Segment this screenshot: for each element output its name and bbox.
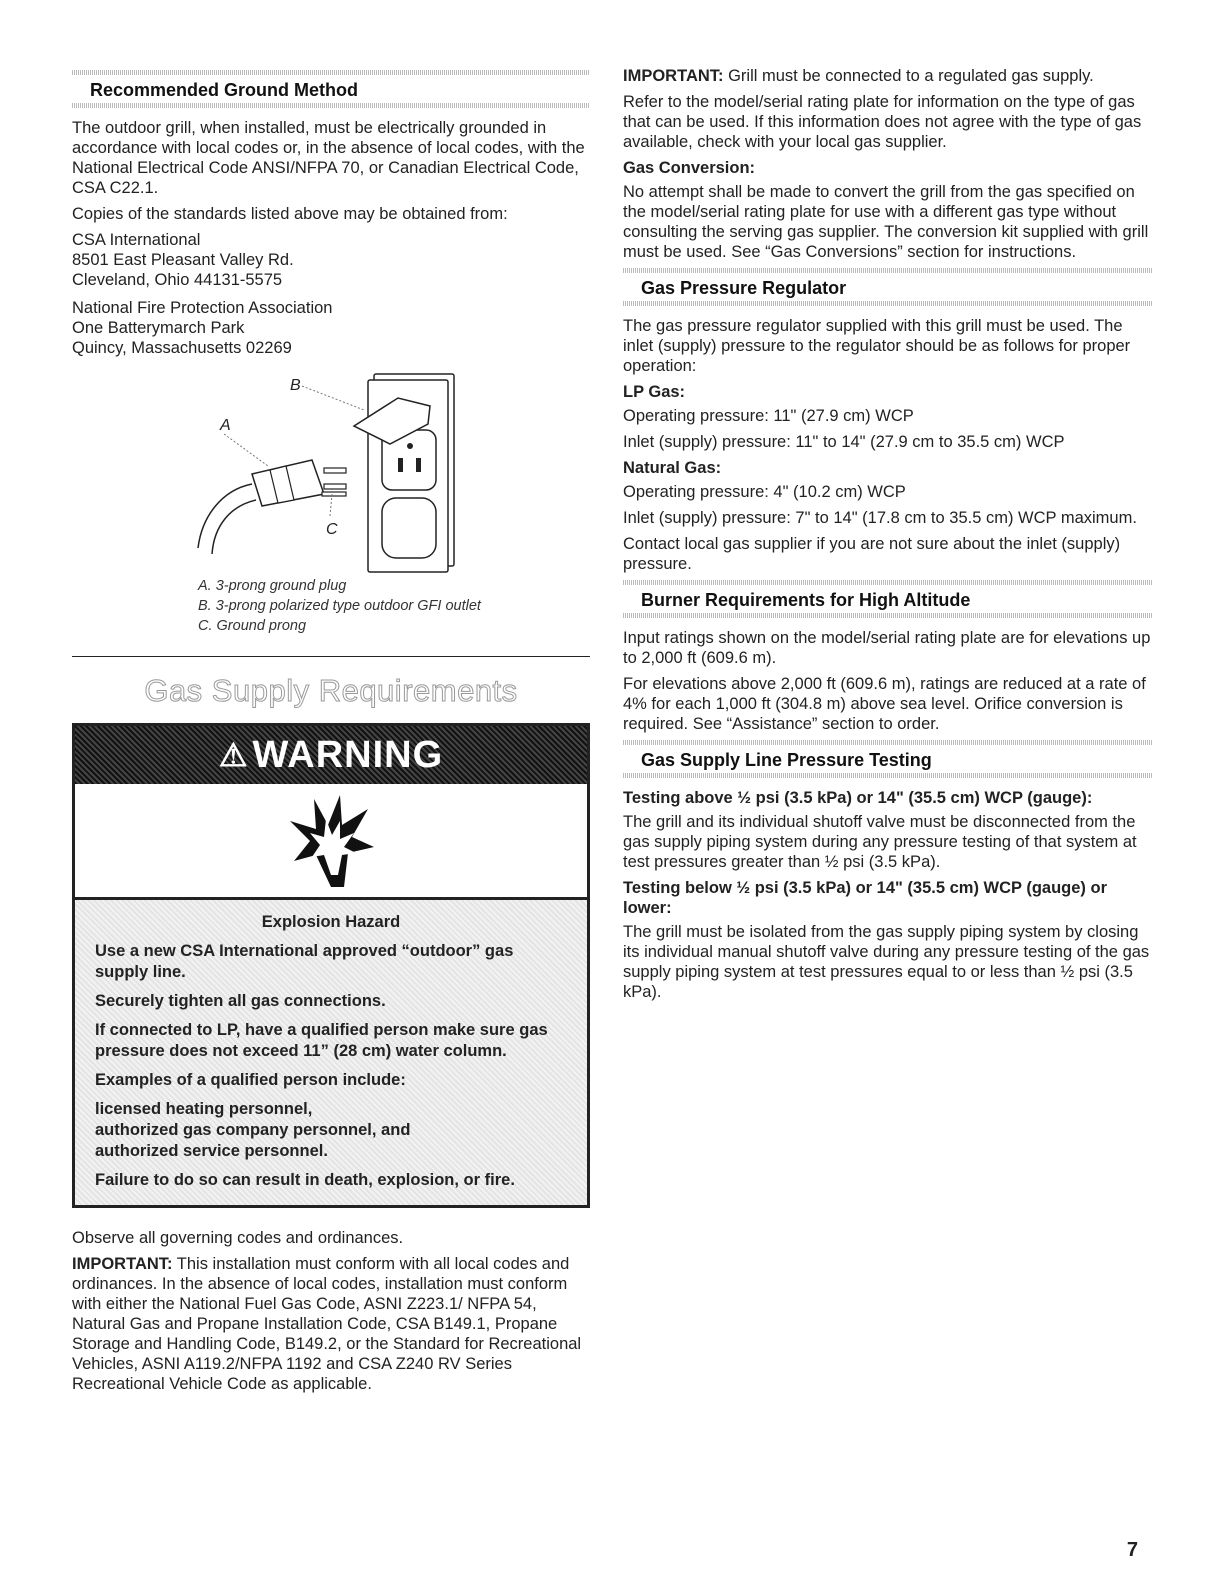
right-column: [623, 66, 1153, 1008]
section-divider: [72, 656, 590, 657]
testing-above-heading: Testing above ½ psi (3.5 kPa) or 14" (35.5 cm) WCP (gauge):: [623, 789, 1093, 807]
lp-inlet-pressure: Inlet (supply) pressure: 11" to 14" (27.9 cm to 35.5 cm) WCP: [623, 433, 1065, 451]
ng-operating-pressure: Operating pressure: 4" (10.2 cm) WCP: [623, 483, 906, 501]
gas-conversion-paragraph: No attempt shall be made to convert the grill from the gas specified on the model/serial rating plate for use with a different gas type without consulting the serving gas supplier. The conversion kit supplied with grill must be used. See “Gas Conversions” section for instructions.: [623, 183, 1149, 261]
explosion-icon: [286, 791, 376, 891]
important-label-right: IMPORTANT:: [623, 67, 724, 85]
caption-a: A. 3-prong ground plug: [198, 578, 347, 594]
warning-line-4: Examples of a qualified person include:: [95, 1071, 406, 1089]
caption-b: B. 3-prong polarized type outdoor GFI outlet: [198, 598, 481, 614]
csa-address: [72, 230, 590, 290]
warning-hazard: Explosion Hazard: [261, 913, 401, 931]
fig-label-a: A: [220, 417, 231, 434]
nfpa-line-1: National Fire Protection Association: [72, 299, 333, 317]
warning-label: WARNING: [252, 734, 444, 776]
altitude-heading: Burner Requirements for High Altitude: [623, 580, 1153, 618]
warning-body: [75, 900, 587, 1205]
observe-paragraph: Observe all governing codes and ordinances.: [72, 1229, 404, 1247]
nfpa-address: [72, 298, 590, 358]
important-label: IMPORTANT:: [72, 1255, 173, 1273]
page-number: 7: [1126, 1539, 1138, 1561]
after-warning: [72, 1228, 590, 1394]
ground-paragraph: The outdoor grill, when installed, must be electrically grounded in accordance with local codes or, in the absence of local codes, with the National Electrical Code ANSI/NFPA 70, or Canadian Electrical Code, CSA C22.1.: [72, 119, 585, 197]
plug-outlet-illustration: [72, 366, 590, 576]
regulator-heading: Gas Pressure Regulator: [623, 268, 1153, 306]
testing-below-heading: Testing below ½ psi (3.5 kPa) or 14" (35.5 cm) WCP (gauge) or lower:: [623, 879, 1107, 917]
csa-line-2: 8501 East Pleasant Valley Rd.: [72, 251, 294, 269]
fig-label-c: C: [326, 521, 338, 538]
warning-header: [75, 726, 587, 784]
qualified-person-2: authorized gas company personnel, and: [95, 1121, 411, 1139]
fig-label-b: B: [290, 377, 301, 394]
natural-gas-heading: Natural Gas:: [623, 459, 722, 477]
standards-paragraph: Copies of the standards listed above may be obtained from:: [72, 205, 508, 223]
warning-line-6: Failure to do so can result in death, explosion, or fire.: [95, 1171, 515, 1189]
important-paragraph-right: [623, 66, 1153, 86]
important-text: This installation must conform with all local codes and ordinances. In the absence of local codes, installation must conform with either the National Fuel Gas Code, ASNI Z223.1/ NFPA 54, Natural Gas and Propane Installation Code, CSA B149.1, Propane Storage and Handling Code, B149.2, or the Standard for Recreational Vehicles, ASNI A119.2/NFPA 1192 and CSA Z240 RV Series Recreational Vehicle Code as applicable.: [72, 1255, 582, 1393]
nfpa-line-3: Quincy, Massachusetts 02269: [72, 339, 292, 357]
warning-icon-area: [75, 784, 587, 900]
ground-plug-figure: [72, 366, 590, 576]
lp-gas-heading: LP Gas:: [623, 383, 686, 401]
warning-triangle-icon: ⚠: [218, 737, 249, 773]
figure-captions: [198, 576, 590, 636]
address-block: [72, 230, 590, 358]
gas-conversion-heading: Gas Conversion:: [623, 159, 756, 177]
contact-paragraph: Contact local gas supplier if you are not sure about the inlet (supply) pressure.: [623, 535, 1121, 573]
refer-paragraph: Refer to the model/serial rating plate for information on the type of gas that can be used. If this information does not agree with the type of gas available, check with your local gas supplier.: [623, 93, 1142, 151]
qualified-person-1: licensed heating personnel,: [95, 1100, 313, 1118]
caption-c: C. Ground prong: [198, 618, 307, 634]
qualified-person-3: authorized service personnel.: [95, 1142, 328, 1160]
altitude-paragraph-1: Input ratings shown on the model/serial rating plate are for elevations up to 2,000 ft (609.6 m).: [623, 629, 1151, 667]
csa-line-1: CSA International: [72, 231, 201, 249]
testing-below-paragraph: The grill must be isolated from the gas supply piping system by closing its individual manual shutoff valve during any pressure testing of the gas supply piping system at test pressures equal to or less than ½ psi (3.5 kPa).: [623, 923, 1150, 1001]
warning-box: [72, 723, 590, 1208]
important-paragraph-left: [72, 1254, 590, 1394]
lp-operating-pressure: Operating pressure: 11" (27.9 cm) WCP: [623, 407, 914, 425]
regulator-paragraph: The gas pressure regulator supplied with this grill must be used. The inlet (supply) pressure to the regulator should be as follows for proper operation:: [623, 317, 1131, 375]
warning-line-2: Securely tighten all gas connections.: [95, 992, 386, 1010]
altitude-paragraph-2: For elevations above 2,000 ft (609.6 m), ratings are reduced at a rate of 4% for each 1,000 ft (304.8 m) above sea level. Orifice conversion is required. See “Assistance” section to order.: [623, 675, 1146, 733]
testing-above-paragraph: The grill and its individual shutoff valve must be disconnected from the gas supply piping system during any pressure testing of that system at test pressures greater than ½ psi (3.5 kPa).: [623, 813, 1137, 871]
important-text-right: Grill must be connected to a regulated gas supply.: [723, 67, 1094, 85]
warning-line-5: [95, 1099, 567, 1162]
ng-inlet-pressure: Inlet (supply) pressure: 7" to 14" (17.8 cm to 35.5 cm) WCP maximum.: [623, 509, 1137, 527]
pressure-testing-heading: Gas Supply Line Pressure Testing: [623, 740, 1153, 778]
ground-method-heading: Recommended Ground Method: [72, 70, 590, 108]
warning-line-1: Use a new CSA International approved “outdoor” gas supply line.: [95, 942, 514, 981]
gas-supply-title: Gas Supply Requirements: [144, 673, 518, 708]
nfpa-line-2: One Batterymarch Park: [72, 319, 245, 337]
left-column: [72, 62, 590, 1400]
csa-line-3: Cleveland, Ohio 44131-5575: [72, 271, 283, 289]
warning-line-3: If connected to LP, have a qualified person make sure gas pressure does not exceed 11” (28 cm) water column.: [95, 1021, 548, 1060]
